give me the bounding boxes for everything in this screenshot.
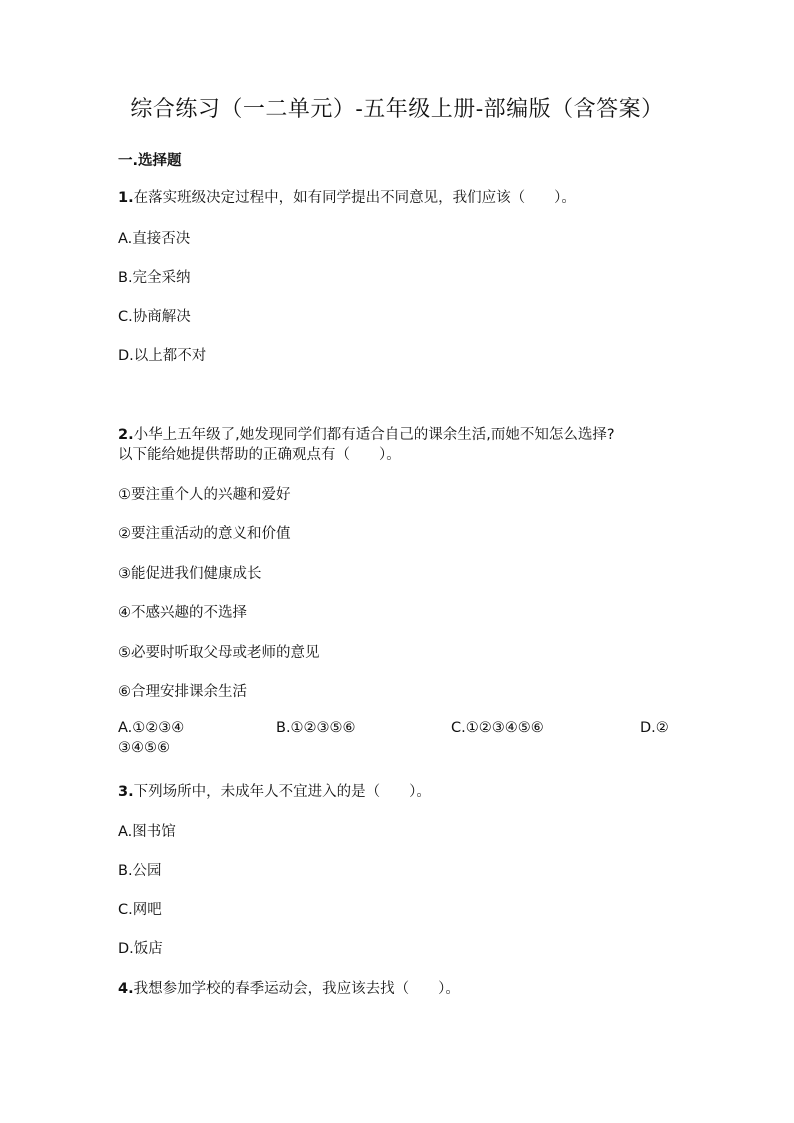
q2-option-a: A.①②③④ [118,720,185,736]
q1-option-b: B.完全采纳 [118,270,191,286]
section-heading: 一.选择题 [118,153,182,169]
question-text: 小华上五年级了,她发现同学们都有适合自己的课余生活,而她不知怎么选择? [133,427,615,443]
q3-option-b: B.公园 [118,863,162,879]
q2-statement-5: ⑤必要时听取父母或老师的意见 [118,645,320,661]
question-4 [118,977,460,998]
q2-statement-2: ②要注重活动的意义和价值 [118,526,291,542]
q2-option-d: D.② [640,720,669,736]
question-number: 3. [118,784,134,800]
question-number: 2. [118,427,134,443]
page-title: 综合练习（一二单元）-五年级上册-部编版（含答案） [130,97,664,122]
question-2-line-2: 以下能给她提供帮助的正确观点有（ ）。 [118,447,401,463]
question-2 [118,423,615,444]
q1-option-a: A.直接否决 [118,231,191,247]
question-text: 我想参加学校的春季运动会，我应该去找（ ）。 [133,981,460,997]
question-text: 在落实班级决定过程中，如有同学提出不同意见，我们应该（ ）。 [133,190,576,206]
q2-statement-1: ①要注重个人的兴趣和爱好 [118,487,291,503]
q2-option-b: B.①②③⑤⑥ [276,720,356,736]
q2-statement-6: ⑥合理安排课余生活 [118,684,247,700]
question-number: 4. [118,981,134,997]
q2-option-c: C.①②③④⑤⑥ [451,720,544,736]
q3-option-a: A.图书馆 [118,824,176,840]
q1-option-d: D.以上都不对 [118,348,207,364]
q2-option-d-wrap: ③④⑤⑥ [118,740,170,756]
q3-option-c: C.网吧 [118,902,162,918]
q3-option-d: D.饭店 [118,941,163,957]
question-text: 下列场所中，未成年人不宜进入的是（ ）。 [133,784,431,800]
question-1 [118,186,576,207]
q2-statement-3: ③能促进我们健康成长 [118,566,262,582]
q2-statement-4: ④不感兴趣的不选择 [118,605,247,621]
q1-option-c: C.协商解决 [118,309,191,325]
question-3 [118,780,431,801]
question-number: 1. [118,190,134,206]
